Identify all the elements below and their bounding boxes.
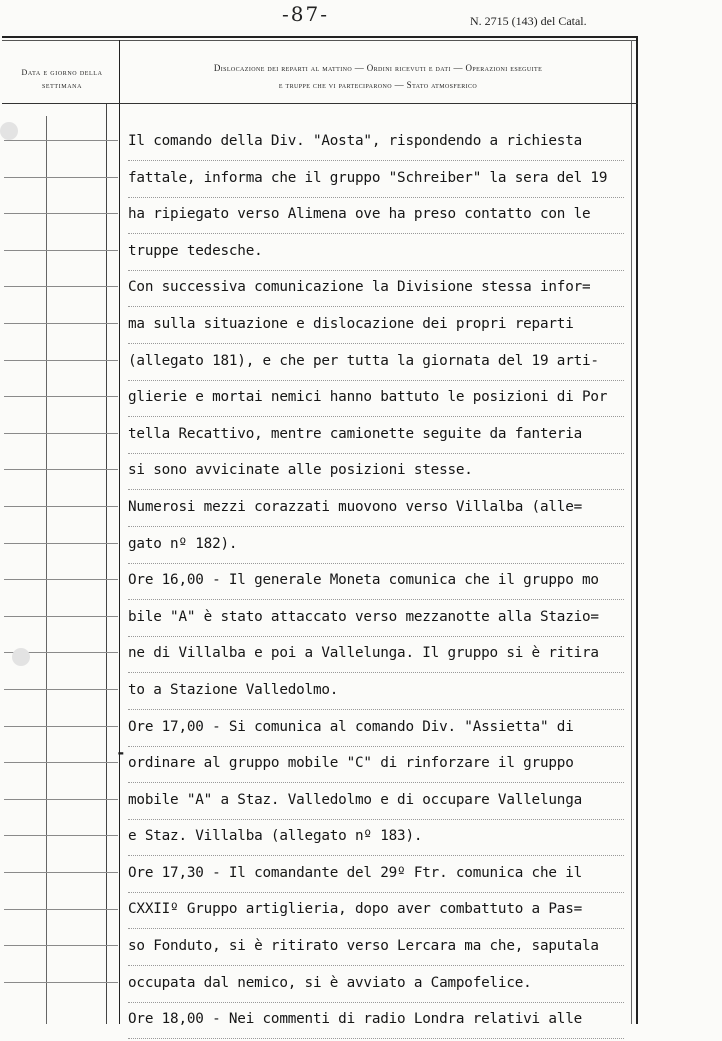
margin-mark: - bbox=[116, 743, 126, 762]
text-line bbox=[128, 272, 640, 309]
ruled-line bbox=[4, 982, 118, 983]
ruled-line bbox=[4, 616, 118, 617]
text-line bbox=[128, 492, 640, 529]
text-line bbox=[128, 309, 640, 346]
ruled-line bbox=[4, 799, 118, 800]
text-line bbox=[128, 199, 640, 236]
catalog-number: N. 2715 (143) del Catal. bbox=[470, 14, 587, 28]
text-line-content: mobile "A" a Staz. Valledolmo e di occupare Vallelunga bbox=[128, 791, 583, 808]
frame-top-rule-inner bbox=[2, 40, 638, 41]
text-line bbox=[128, 236, 640, 273]
entries-heading-line-2: e truppe che vi parteciparono — Stato atmosferico bbox=[278, 80, 478, 90]
ruled-line bbox=[4, 579, 118, 580]
ruled-line bbox=[4, 689, 118, 690]
text-line bbox=[128, 455, 640, 492]
ruled-line bbox=[4, 762, 118, 763]
ruled-line bbox=[4, 286, 118, 287]
text-line-content: Ore 17,30 - Il comandante del 29º Ftr. comunica che il bbox=[128, 864, 583, 881]
text-line-content: bile "A" è stato attaccato verso mezzanotte alla Stazio= bbox=[128, 608, 599, 625]
text-line bbox=[128, 748, 640, 785]
text-line-content: truppe tedesche. bbox=[128, 242, 263, 259]
text-line bbox=[128, 858, 640, 895]
frame-top-rule bbox=[2, 36, 638, 38]
ruled-line bbox=[4, 469, 118, 470]
text-line-content: Ore 17,00 - Si comunica al comando Div. "Assietta" di bbox=[128, 718, 574, 735]
text-line-content: ordinare al gruppo mobile "C" di rinforzare il gruppo bbox=[128, 755, 574, 772]
ruled-line bbox=[4, 506, 118, 507]
ruled-line bbox=[4, 213, 118, 214]
ruled-line bbox=[4, 726, 118, 727]
text-line-content: occupata dal nemico, si è avviato a Campofelice. bbox=[128, 974, 532, 991]
text-line bbox=[128, 163, 640, 200]
text-line-content: CXXIIº Gruppo artiglieria, dopo aver combattuto a Pas= bbox=[128, 901, 583, 918]
text-line bbox=[128, 346, 640, 383]
text-line bbox=[128, 638, 640, 675]
text-line-content: so Fonduto, si è ritirato verso Lercara ma che, saputala bbox=[128, 938, 599, 955]
punch-hole bbox=[12, 648, 30, 666]
text-line bbox=[128, 382, 640, 419]
text-line bbox=[128, 821, 640, 858]
text-line-content: Il comando della Div. "Aosta", rispondendo a richiesta bbox=[128, 133, 583, 149]
text-line-content: Con successiva comunicazione la Divisione stessa infor= bbox=[128, 279, 591, 296]
text-line-content: gato nº 182). bbox=[128, 535, 238, 552]
ruled-line bbox=[4, 250, 118, 251]
text-line-content: Ore 18,00 - Nei commenti di radio Londra relativi alle bbox=[128, 1011, 583, 1028]
text-line-content: si sono avvicinate alle posizioni stesse. bbox=[128, 462, 473, 479]
text-line-content: (allegato 181), e che per tutta la giornata del 19 arti- bbox=[128, 352, 599, 369]
text-line-content: fattale, informa che il gruppo "Schreiber" la sera del 19 bbox=[128, 169, 608, 186]
text-line bbox=[128, 931, 640, 968]
page-number: -87- bbox=[282, 2, 329, 26]
text-line bbox=[128, 894, 640, 931]
ruled-line bbox=[4, 396, 118, 397]
ruled-line bbox=[4, 945, 118, 946]
text-line bbox=[128, 712, 640, 749]
text-line-content: glierie e mortai nemici hanno battuto le posizioni di Por bbox=[128, 389, 608, 406]
typed-entry-text bbox=[128, 126, 640, 1041]
text-line-content: ha ripiegato verso Alimena ove ha preso contatto con le bbox=[128, 206, 591, 223]
punch-hole bbox=[0, 122, 18, 140]
ruled-line bbox=[4, 140, 118, 141]
column-divider bbox=[119, 40, 120, 1024]
text-line-content: Ore 16,00 - Il generale Moneta comunica che il gruppo mo bbox=[128, 572, 599, 589]
entries-heading-line-1: Dislocazione dei reparti al mattino — Ordini ricevuti e dati — Operazioni eseguite bbox=[213, 63, 543, 73]
text-line bbox=[128, 419, 640, 456]
text-line-content: e Staz. Villalba (allegato nº 183). bbox=[128, 828, 423, 845]
ruled-line bbox=[4, 433, 118, 434]
ruled-line bbox=[4, 323, 118, 324]
header-bottom-rule bbox=[2, 103, 638, 104]
text-line bbox=[128, 968, 640, 1005]
text-line bbox=[128, 602, 640, 639]
text-line-content: tella Recattivo, mentre camionette seguite da fanteria bbox=[128, 425, 583, 442]
text-line-content: Numerosi mezzi corazzati muovono verso Villalba (alle= bbox=[128, 498, 583, 515]
entries-column-heading bbox=[126, 60, 630, 94]
text-line bbox=[128, 785, 640, 822]
date-column-ruled-lines bbox=[4, 140, 118, 1024]
ruled-line bbox=[4, 543, 118, 544]
ruled-line bbox=[4, 872, 118, 873]
text-line bbox=[128, 565, 640, 602]
text-line bbox=[128, 675, 640, 712]
text-line-content: ma sulla situazione e dislocazione dei propri reparti bbox=[128, 315, 574, 332]
text-line bbox=[128, 126, 640, 163]
text-line-content: ne di Villalba e poi a Vallelunga. Il gruppo si è ritira bbox=[128, 645, 599, 662]
ruled-line bbox=[4, 835, 118, 836]
ruled-line bbox=[4, 360, 118, 361]
text-line bbox=[128, 1004, 640, 1041]
ruled-line bbox=[4, 177, 118, 178]
text-line-content: to a Stazione Valledolmo. bbox=[128, 681, 339, 698]
text-line bbox=[128, 529, 640, 566]
date-column-heading: Data e giorno della settimana bbox=[21, 68, 103, 90]
ruled-line bbox=[4, 909, 118, 910]
